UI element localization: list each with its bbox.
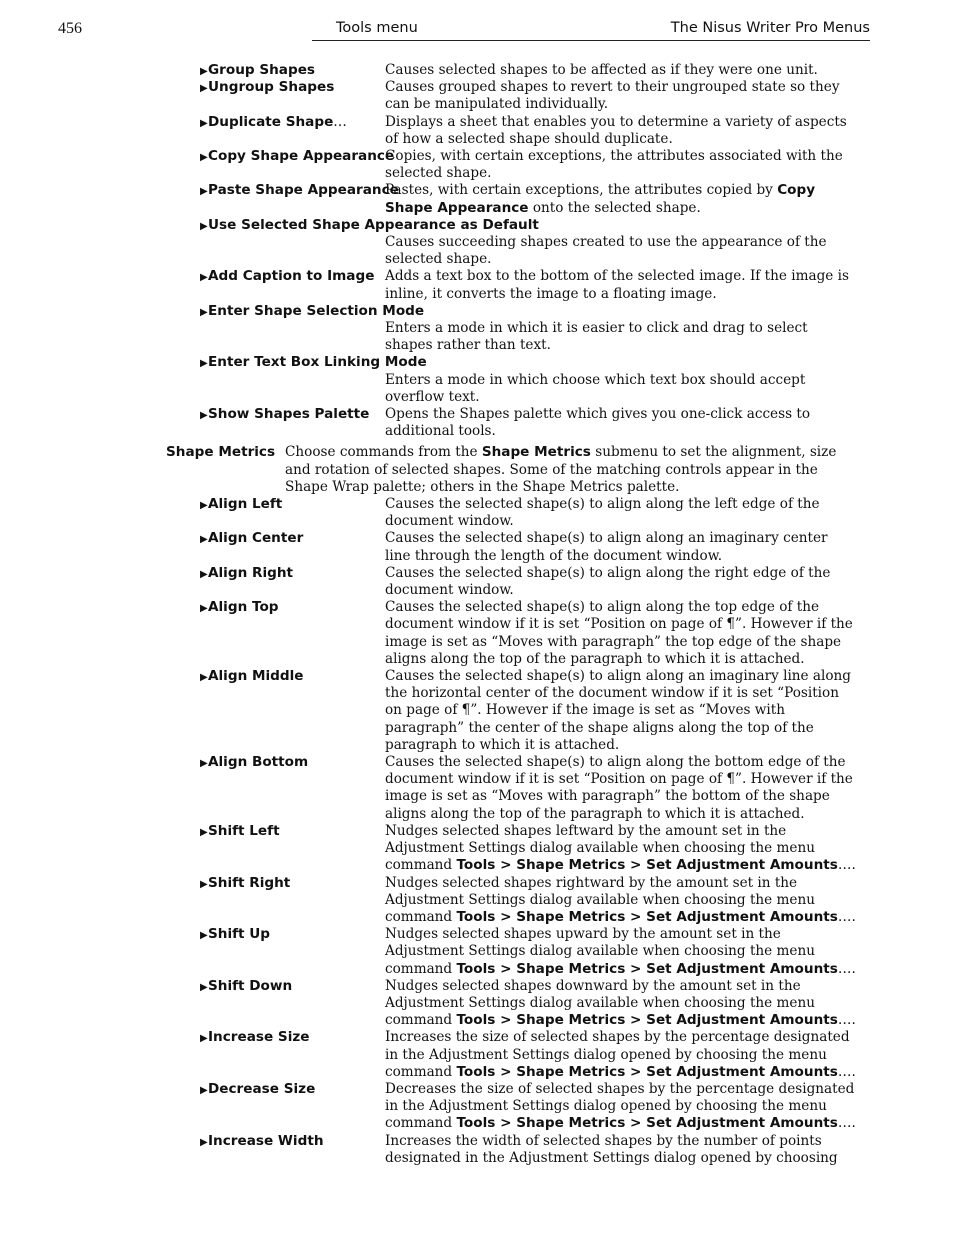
menu-item-increase-width <box>0 1133 954 1167</box>
page-header <box>0 20 954 44</box>
submenu-triangle-icon: ▶ <box>200 1136 208 1148</box>
menu-command-path: Tools > Shape Metrics > Set Adjustment Amounts <box>456 857 838 874</box>
menu-item-label: ▶Enter Shape Selection Mode <box>200 303 954 320</box>
menu-item-shift-right <box>0 875 954 927</box>
menu-item-label: ▶Align Left <box>200 496 282 514</box>
menu-item-description: Causes the selected shape(s) to align along the bottom edge of the document window if it is set “Position on page of ¶”. However if the image is set as “Moves with paragraph” the bottom of the shape aligns along the top of the paragraph to which it is attached. <box>385 754 853 822</box>
header-rule <box>312 40 870 41</box>
submenu-triangle-icon: ▶ <box>200 1033 208 1045</box>
page-number: 456 <box>58 20 82 37</box>
menu-command-path: Tools > Shape Metrics > Set Adjustment Amounts <box>456 960 838 977</box>
menu-item-label: ▶Use Selected Shape Appearance as Default <box>200 217 954 234</box>
menu-item-description: Nudges selected shapes upward by the amount set in the Adjustment Settings dialog available when choosing the menu command Tools > Shape Metrics > Set Adjustment Amounts…. <box>385 926 856 977</box>
menu-command-path: Tools > Shape Metrics > Set Adjustment Amounts <box>456 1063 838 1080</box>
menu-command-path: Tools > Shape Metrics > Set Adjustment Amounts <box>456 1012 838 1029</box>
menu-item-description: Decreases the size of selected shapes by the percentage designated in the Adjustment Settings dialog opened by choosing the menu command Tools > Shape Metrics > Set Adjustment Amounts…. <box>385 1080 856 1132</box>
menu-item-description: Enters a mode in which it is easier to click and drag to select shapes rather than text. <box>385 320 808 354</box>
shape-metrics-entry <box>0 444 954 496</box>
menu-item-label: ▶Shift Right <box>200 875 290 893</box>
shape-metrics-commands-list <box>0 496 954 1167</box>
menu-item-decrease-size <box>0 1081 954 1133</box>
menu-command-path: Copy Shape Appearance <box>385 182 816 216</box>
menu-item-label: ▶Enter Text Box Linking Mode <box>200 354 954 371</box>
submenu-triangle-icon: ▶ <box>200 358 208 370</box>
menu-item-use-selected-shape-appearance-as-default <box>0 217 954 269</box>
menu-item-show-shapes-palette <box>0 406 954 440</box>
menu-item-label: ▶Shift Up <box>200 926 270 944</box>
submenu-triangle-icon: ▶ <box>200 758 208 770</box>
menu-item-label: ▶Paste Shape Appearance <box>200 182 399 200</box>
menu-item-label: ▶Shift Down <box>200 978 292 996</box>
menu-item-shift-up <box>0 926 954 978</box>
submenu-triangle-icon: ▶ <box>200 981 208 993</box>
submenu-triangle-icon: ▶ <box>200 117 208 129</box>
submenu-triangle-icon: ▶ <box>200 83 208 95</box>
book-title: The Nisus Writer Pro Menus <box>670 20 870 36</box>
menu-item-description: Increases the size of selected shapes by the percentage designated in the Adjustment Settings dialog opened by choosing the menu command Tools > Shape Metrics > Set Adjustment Amounts…. <box>385 1029 856 1080</box>
menu-item-align-middle <box>0 668 954 754</box>
menu-item-label: ▶Increase Width <box>200 1133 324 1151</box>
menu-item-description: Causes succeeding shapes created to use the appearance of the selected shape. <box>385 234 827 268</box>
menu-item-increase-size <box>0 1029 954 1081</box>
menu-item-description: Copies, with certain exceptions, the attributes associated with the selected shape. <box>385 148 843 182</box>
submenu-triangle-icon: ▶ <box>200 152 208 164</box>
shape-metrics-label: Shape Metrics <box>166 444 276 461</box>
menu-item-ungroup-shapes <box>0 79 954 113</box>
menu-item-description: Increases the width of selected shapes by the number of points designated in the Adjustment Settings dialog opened by choosing <box>385 1132 838 1166</box>
menu-item-duplicate-shape <box>0 114 954 148</box>
menu-item-description: Causes the selected shape(s) to align along the left edge of the document window. <box>385 496 820 530</box>
menu-item-description: Causes the selected shape(s) to align along the right edge of the document window. <box>385 564 831 599</box>
menu-reference-body <box>0 62 954 1167</box>
submenu-triangle-icon: ▶ <box>200 272 208 284</box>
menu-item-description: Causes the selected shape(s) to align along an imaginary center line through the length of the document window. <box>385 530 828 564</box>
submenu-triangle-icon: ▶ <box>200 1084 208 1096</box>
menu-item-shift-down <box>0 978 954 1030</box>
submenu-triangle-icon: ▶ <box>200 826 208 838</box>
menu-item-description: Causes selected shapes to be affected as if they were one unit. <box>385 62 818 78</box>
menu-item-paste-shape-appearance <box>0 182 954 216</box>
menu-item-label: ▶Decrease Size <box>200 1081 315 1099</box>
submenu-triangle-icon: ▶ <box>200 186 208 198</box>
shape-commands-list <box>0 62 954 440</box>
menu-item-description: Pastes, with certain exceptions, the attributes copied by Copy Shape Appearance onto the selected shape. <box>385 182 816 216</box>
menu-item-description: Causes grouped shapes to revert to their ungrouped state so they can be manipulated individually. <box>385 79 840 113</box>
menu-item-add-caption-to-image <box>0 268 954 302</box>
menu-item-label: ▶Show Shapes Palette <box>200 406 369 424</box>
menu-command-path: Tools > Shape Metrics > Set Adjustment Amounts <box>456 908 838 925</box>
menu-item-description: Causes the selected shape(s) to align along the top edge of the document window if it is set “Position on page of ¶”. However if the image is set as “Moves with paragraph” the top edge of the shape aligns along the top of the paragraph to which it is attached. <box>385 599 853 667</box>
submenu-triangle-icon: ▶ <box>200 878 208 890</box>
menu-item-label: ▶Copy Shape Appearance <box>200 148 394 166</box>
menu-item-label: ▶Align Top <box>200 599 279 617</box>
shape-metrics-description: Choose commands from the Shape Metrics submenu to set the alignment, size and rotation of selected shapes. Some of the matching controls appear in the Shape Wrap palette; others in the Shape Metrics palette. <box>285 444 837 495</box>
menu-item-label: ▶Increase Size <box>200 1029 310 1047</box>
menu-item-align-left <box>0 496 954 530</box>
menu-item-align-right <box>0 565 954 599</box>
menu-item-description: Nudges selected shapes leftward by the amount set in the Adjustment Settings dialog available when choosing the menu command Tools > Shape Metrics > Set Adjustment Amounts…. <box>385 822 856 874</box>
menu-command-path: Tools > Shape Metrics > Set Adjustment Amounts <box>456 1115 838 1132</box>
menu-item-shift-left <box>0 823 954 875</box>
menu-item-description: Enters a mode in which choose which text box should accept overflow text. <box>385 371 806 405</box>
menu-item-description: Nudges selected shapes downward by the amount set in the Adjustment Settings dialog available when choosing the menu command Tools > Shape Metrics > Set Adjustment Amounts…. <box>385 977 856 1029</box>
submenu-triangle-icon: ▶ <box>200 306 208 318</box>
menu-item-group-shapes <box>0 62 954 79</box>
submenu-triangle-icon: ▶ <box>200 568 208 580</box>
submenu-triangle-icon: ▶ <box>200 672 208 684</box>
menu-item-align-center <box>0 530 954 564</box>
menu-item-label: ▶Group Shapes <box>200 62 315 80</box>
menu-item-align-bottom <box>0 754 954 823</box>
menu-item-copy-shape-appearance <box>0 148 954 182</box>
menu-item-label: ▶Align Bottom <box>200 754 308 772</box>
submenu-triangle-icon: ▶ <box>200 410 208 422</box>
submenu-triangle-icon: ▶ <box>200 66 208 77</box>
menu-item-description: Adds a text box to the bottom of the selected image. If the image is inline, it converts the image to a floating image. <box>385 268 849 302</box>
menu-item-label: ▶Shift Left <box>200 823 280 841</box>
submenu-triangle-icon: ▶ <box>200 220 208 232</box>
menu-item-label: ▶Align Center <box>200 530 303 548</box>
submenu-triangle-icon: ▶ <box>200 500 208 512</box>
menu-item-description: Displays a sheet that enables you to determine a variety of aspects of how a selected shape should duplicate. <box>385 113 847 147</box>
section-title: Tools menu <box>336 20 418 36</box>
menu-item-label: ▶Align Middle <box>200 668 304 686</box>
menu-item-label: ▶Add Caption to Image <box>200 268 374 286</box>
menu-item-description: Opens the Shapes palette which gives you one-click access to additional tools. <box>385 406 811 440</box>
submenu-triangle-icon: ▶ <box>200 603 208 615</box>
menu-item-align-top <box>0 599 954 668</box>
menu-item-enter-text-box-linking-mode <box>0 354 954 406</box>
menu-item-description: Nudges selected shapes rightward by the amount set in the Adjustment Settings dialog available when choosing the menu command Tools > Shape Metrics > Set Adjustment Amounts…. <box>385 874 856 925</box>
submenu-triangle-icon: ▶ <box>200 930 208 942</box>
submenu-triangle-icon: ▶ <box>200 534 208 546</box>
menu-item-description: Causes the selected shape(s) to align along an imaginary line along the horizontal center of the document window if it is set “Position on page of ¶”. However if the image is set as “Moves with paragraph” the center of the shape aligns along the top of the paragraph to which it is attached. <box>385 668 852 753</box>
menu-item-label: ▶Ungroup Shapes <box>200 79 334 97</box>
menu-item-label: ▶Align Right <box>200 565 293 583</box>
menu-item-enter-shape-selection-mode <box>0 303 954 355</box>
menu-item-label: ▶Duplicate Shape… <box>200 114 347 132</box>
